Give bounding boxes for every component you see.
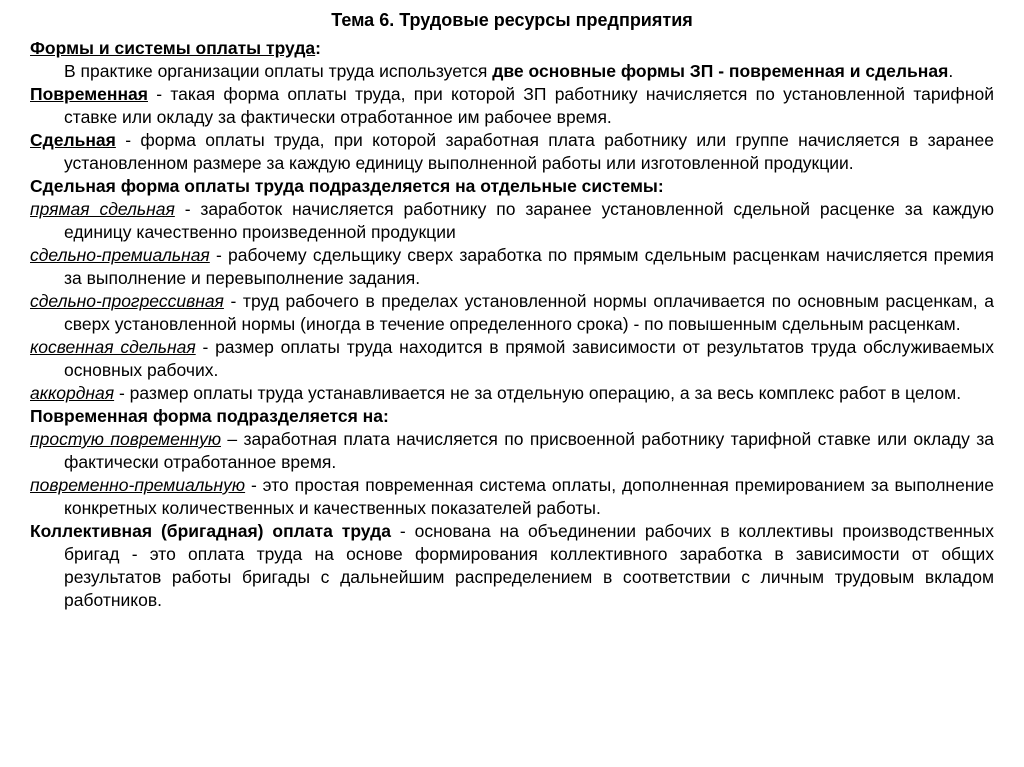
paragraph bbox=[30, 244, 994, 290]
paragraph bbox=[30, 520, 994, 612]
paragraph bbox=[30, 382, 994, 405]
text-run: – заработная плата начисляется по присвоенной работнику тарифной ставке или окладу за фактически отработанное время. bbox=[64, 429, 994, 472]
text-run: - размер оплаты труда находится в прямой зависимости от результатов труда обслуживаемых основных рабочих. bbox=[64, 337, 995, 380]
text-run: сдельно-премиальная bbox=[30, 245, 210, 265]
text-run: : bbox=[657, 176, 664, 196]
text-run: - такая форма оплаты труда, при которой ЗП работнику начисляется по установленной тарифной ставке или окладу за фактически отработанное им рабочее время. bbox=[64, 84, 994, 127]
text-run: . bbox=[948, 61, 954, 81]
text-run: : bbox=[315, 38, 321, 58]
paragraph bbox=[30, 83, 994, 129]
paragraph bbox=[30, 405, 994, 428]
text-run: повременно-премиальную bbox=[30, 475, 246, 495]
paragraph bbox=[30, 290, 994, 336]
text-run: : bbox=[382, 406, 389, 426]
paragraph bbox=[30, 474, 994, 520]
text-run: косвенная сдельная bbox=[30, 337, 196, 357]
text-run: - основана на объединении рабочих в коллективы производственных бригад - это оплата труда на основе формирования коллективного заработка в зависимости от общих результатов работы бригады с дальнейшим распределением в соответствии с личным трудовым вкладом работников. bbox=[64, 521, 994, 610]
paragraph bbox=[30, 37, 994, 60]
text-run: Сдельная форма оплаты труда подразделяется на отдельные системы bbox=[30, 176, 658, 196]
text-run: Повременная форма подразделяется на bbox=[30, 406, 383, 426]
paragraph bbox=[30, 175, 994, 198]
text-run: - заработок начисляется работнику по заранее установленной сдельной расценке за каждую единицу качественно произведенной продукции bbox=[64, 199, 994, 242]
text-run: Повременная bbox=[30, 84, 148, 104]
text-run: - труд рабочего в пределах установленной нормы оплачивается по основным расценкам, а сверх установленной нормы (иногда в течение определенного срока) - по повышенным сдельным расценкам. bbox=[64, 291, 994, 334]
slide-body bbox=[30, 37, 994, 612]
text-run: простую повременную bbox=[30, 429, 221, 449]
paragraph bbox=[30, 428, 994, 474]
paragraph bbox=[30, 336, 994, 382]
text-run: аккордная bbox=[30, 383, 115, 403]
text-run: две основные формы ЗП - повременная и сдельная bbox=[492, 61, 949, 81]
text-run: В практике организации оплаты труда используется bbox=[64, 61, 493, 81]
text-run: - рабочему сдельщику сверх заработка по прямым сдельным расценкам начисляется премия за выполнение и перевыполнение задания. bbox=[64, 245, 994, 288]
text-run: - размер оплаты труда устанавливается не за отдельную операцию, а за весь комплекс работ в целом. bbox=[114, 383, 962, 403]
paragraph bbox=[30, 129, 994, 175]
paragraph bbox=[30, 60, 994, 83]
text-run: Сдельная bbox=[30, 130, 116, 150]
text-run: Коллективная (бригадная) оплата труда bbox=[30, 521, 391, 541]
text-run: прямая сдельная bbox=[30, 199, 175, 219]
text-run: Формы и системы оплаты труда bbox=[30, 38, 316, 58]
text-run: сдельно-прогрессивная bbox=[30, 291, 224, 311]
slide-title: Тема 6. Трудовые ресурсы предприятия bbox=[331, 10, 693, 30]
paragraph bbox=[30, 198, 994, 244]
text-run: - форма оплаты труда, при которой заработная плата работнику или группе начисляется в заранее установленном размере за каждую единицу выполненной работы или изготовленной продукции. bbox=[64, 130, 994, 173]
text-run: - это простая повременная система оплаты, дополненная премированием за выполнение конкретных количественных и качественных показателей работы. bbox=[64, 475, 994, 518]
